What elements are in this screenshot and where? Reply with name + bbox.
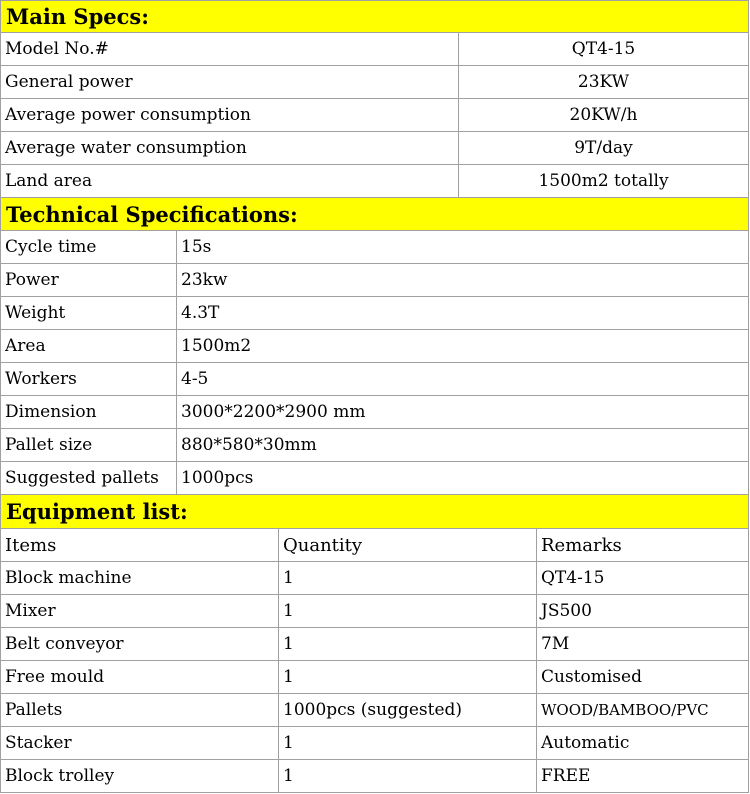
spec-label: Area xyxy=(0,330,176,362)
tech-spec-row xyxy=(0,330,749,363)
tech-spec-row xyxy=(0,429,749,462)
equipment-row xyxy=(0,595,749,628)
spec-value: 9T/day xyxy=(458,132,749,164)
spec-label: General power xyxy=(0,66,458,98)
main-spec-row xyxy=(0,132,749,165)
spec-label: Power xyxy=(0,264,176,296)
spec-value: 4.3T xyxy=(176,297,749,329)
equipment-quantity: 1 xyxy=(278,562,536,594)
equipment-remark: Customised xyxy=(536,661,749,693)
equipment-item: Stacker xyxy=(0,727,278,759)
equipment-row xyxy=(0,727,749,760)
remarks-column-header: Remarks xyxy=(536,529,749,561)
equipment-quantity: 1 xyxy=(278,661,536,693)
equipment-quantity: 1000pcs (suggested) xyxy=(278,694,536,726)
spec-value: 4-5 xyxy=(176,363,749,395)
spec-label: Suggested pallets xyxy=(0,462,176,494)
equipment-item: Pallets xyxy=(0,694,278,726)
tech-spec-row xyxy=(0,363,749,396)
spec-value: 1000pcs xyxy=(176,462,749,494)
spec-label: Cycle time xyxy=(0,231,176,263)
spec-label: Average water consumption xyxy=(0,132,458,164)
equipment-remark: Automatic xyxy=(536,727,749,759)
spec-label: Dimension xyxy=(0,396,176,428)
equipment-remark: WOOD/BAMBOO/PVC xyxy=(536,694,749,726)
quantity-column-header: Quantity xyxy=(278,529,536,561)
spec-label: Model No.# xyxy=(0,33,458,65)
equipment-remark: QT4-15 xyxy=(536,562,749,594)
spec-value: 1500m2 xyxy=(176,330,749,362)
technical-specs-header: Technical Specifications: xyxy=(0,198,749,231)
main-spec-row xyxy=(0,66,749,99)
equipment-row xyxy=(0,661,749,694)
equipment-row xyxy=(0,628,749,661)
spec-label: Weight xyxy=(0,297,176,329)
spec-value: 1500m2 totally xyxy=(458,165,749,197)
spec-value: QT4-15 xyxy=(458,33,749,65)
equipment-quantity: 1 xyxy=(278,727,536,759)
equipment-column-headers xyxy=(0,529,749,562)
tech-spec-row xyxy=(0,231,749,264)
equipment-item: Block machine xyxy=(0,562,278,594)
equipment-item: Block trolley xyxy=(0,760,278,792)
spec-value: 20KW/h xyxy=(458,99,749,131)
spec-value: 23kw xyxy=(176,264,749,296)
tech-spec-row xyxy=(0,396,749,429)
equipment-quantity: 1 xyxy=(278,628,536,660)
equipment-row xyxy=(0,694,749,727)
spec-label: Pallet size xyxy=(0,429,176,461)
equipment-row xyxy=(0,760,749,793)
main-specs-header: Main Specs: xyxy=(0,0,749,33)
main-spec-row xyxy=(0,99,749,132)
equipment-item: Free mould xyxy=(0,661,278,693)
equipment-remark: FREE xyxy=(536,760,749,792)
equipment-list-header: Equipment list: xyxy=(0,495,749,529)
items-column-header: Items xyxy=(0,529,278,561)
spec-value: 15s xyxy=(176,231,749,263)
equipment-quantity: 1 xyxy=(278,595,536,627)
main-spec-row xyxy=(0,33,749,66)
spec-label: Land area xyxy=(0,165,458,197)
equipment-item: Belt conveyor xyxy=(0,628,278,660)
tech-spec-row xyxy=(0,297,749,330)
spec-value: 880*580*30mm xyxy=(176,429,749,461)
tech-spec-row xyxy=(0,462,749,495)
tech-spec-row xyxy=(0,264,749,297)
spec-value: 23KW xyxy=(458,66,749,98)
equipment-row xyxy=(0,562,749,595)
equipment-remark: JS500 xyxy=(536,595,749,627)
equipment-quantity: 1 xyxy=(278,760,536,792)
equipment-remark: 7M xyxy=(536,628,749,660)
equipment-item: Mixer xyxy=(0,595,278,627)
main-spec-row xyxy=(0,165,749,198)
spec-value: 3000*2200*2900 mm xyxy=(176,396,749,428)
spec-label: Average power consumption xyxy=(0,99,458,131)
spec-label: Workers xyxy=(0,363,176,395)
